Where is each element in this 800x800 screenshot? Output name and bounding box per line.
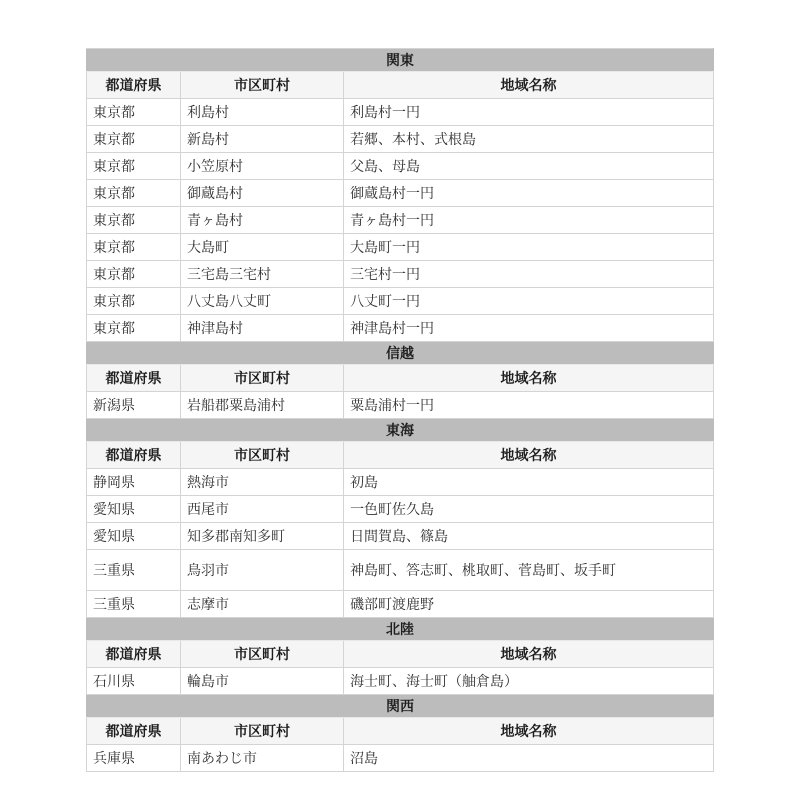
cell-pref: 三重県 bbox=[87, 591, 181, 618]
cell-area: 八丈町一円 bbox=[344, 288, 714, 315]
table-row bbox=[87, 234, 714, 261]
section-row bbox=[87, 695, 714, 718]
cell-pref: 東京都 bbox=[87, 234, 181, 261]
section-title: 北陸 bbox=[87, 618, 714, 641]
remote-island-regions-table bbox=[86, 48, 714, 772]
cell-area: 日間賀島、篠島 bbox=[344, 523, 714, 550]
column-header-area: 地域名称 bbox=[344, 72, 714, 99]
cell-area: 大島町一円 bbox=[344, 234, 714, 261]
cell-area: 粟島浦村一円 bbox=[344, 392, 714, 419]
table-row bbox=[87, 288, 714, 315]
column-header-pref: 都道府県 bbox=[87, 641, 181, 668]
cell-pref: 東京都 bbox=[87, 126, 181, 153]
table-row bbox=[87, 745, 714, 772]
section-title: 東海 bbox=[87, 419, 714, 442]
table-row bbox=[87, 550, 714, 591]
cell-pref: 東京都 bbox=[87, 207, 181, 234]
column-header-area: 地域名称 bbox=[344, 442, 714, 469]
column-header-pref: 都道府県 bbox=[87, 442, 181, 469]
table-row bbox=[87, 591, 714, 618]
cell-city: 知多郡南知多町 bbox=[181, 523, 344, 550]
cell-area: 利島村一円 bbox=[344, 99, 714, 126]
column-header-pref: 都道府県 bbox=[87, 365, 181, 392]
cell-pref: 東京都 bbox=[87, 261, 181, 288]
cell-pref: 愛知県 bbox=[87, 496, 181, 523]
cell-pref: 三重県 bbox=[87, 550, 181, 591]
column-header-area: 地域名称 bbox=[344, 718, 714, 745]
cell-city: 西尾市 bbox=[181, 496, 344, 523]
cell-pref: 新潟県 bbox=[87, 392, 181, 419]
section-title: 関西 bbox=[87, 695, 714, 718]
cell-city: 熱海市 bbox=[181, 469, 344, 496]
cell-area: 若郷、本村、式根島 bbox=[344, 126, 714, 153]
cell-city: 八丈島八丈町 bbox=[181, 288, 344, 315]
cell-pref: 東京都 bbox=[87, 99, 181, 126]
cell-area: 一色町佐久島 bbox=[344, 496, 714, 523]
table-row bbox=[87, 469, 714, 496]
table-row bbox=[87, 99, 714, 126]
column-header-row bbox=[87, 718, 714, 745]
cell-city: 御蔵島村 bbox=[181, 180, 344, 207]
cell-area: 父島、母島 bbox=[344, 153, 714, 180]
table-row bbox=[87, 180, 714, 207]
cell-pref: 東京都 bbox=[87, 153, 181, 180]
section-row bbox=[87, 618, 714, 641]
cell-city: 利島村 bbox=[181, 99, 344, 126]
table-row bbox=[87, 207, 714, 234]
table-row bbox=[87, 153, 714, 180]
column-header-pref: 都道府県 bbox=[87, 718, 181, 745]
cell-pref: 愛知県 bbox=[87, 523, 181, 550]
table-row bbox=[87, 523, 714, 550]
table-row bbox=[87, 261, 714, 288]
cell-area: 御蔵島村一円 bbox=[344, 180, 714, 207]
cell-city: 志摩市 bbox=[181, 591, 344, 618]
cell-area: 沼島 bbox=[344, 745, 714, 772]
section-row bbox=[87, 49, 714, 72]
cell-city: 神津島村 bbox=[181, 315, 344, 342]
column-header-area: 地域名称 bbox=[344, 365, 714, 392]
cell-area: 初島 bbox=[344, 469, 714, 496]
table-row bbox=[87, 126, 714, 153]
cell-area: 神津島村一円 bbox=[344, 315, 714, 342]
cell-area: 海士町、海士町（舳倉島） bbox=[344, 668, 714, 695]
cell-area: 磯部町渡鹿野 bbox=[344, 591, 714, 618]
cell-city: 輪島市 bbox=[181, 668, 344, 695]
cell-pref: 東京都 bbox=[87, 288, 181, 315]
column-header-row bbox=[87, 442, 714, 469]
cell-city: 青ヶ島村 bbox=[181, 207, 344, 234]
cell-area: 神島町、答志町、桃取町、菅島町、坂手町 bbox=[344, 550, 714, 591]
table-row bbox=[87, 392, 714, 419]
column-header-city: 市区町村 bbox=[181, 641, 344, 668]
table-row bbox=[87, 668, 714, 695]
cell-city: 小笠原村 bbox=[181, 153, 344, 180]
column-header-row bbox=[87, 641, 714, 668]
table-row bbox=[87, 315, 714, 342]
section-title: 信越 bbox=[87, 342, 714, 365]
table-body bbox=[87, 49, 714, 772]
section-row bbox=[87, 419, 714, 442]
cell-city: 鳥羽市 bbox=[181, 550, 344, 591]
section-title: 関東 bbox=[87, 49, 714, 72]
cell-city: 新島村 bbox=[181, 126, 344, 153]
column-header-city: 市区町村 bbox=[181, 442, 344, 469]
cell-pref: 石川県 bbox=[87, 668, 181, 695]
cell-area: 三宅村一円 bbox=[344, 261, 714, 288]
column-header-row bbox=[87, 72, 714, 99]
cell-pref: 東京都 bbox=[87, 315, 181, 342]
column-header-area: 地域名称 bbox=[344, 641, 714, 668]
cell-pref: 兵庫県 bbox=[87, 745, 181, 772]
table-row bbox=[87, 496, 714, 523]
column-header-city: 市区町村 bbox=[181, 365, 344, 392]
cell-city: 大島町 bbox=[181, 234, 344, 261]
column-header-city: 市区町村 bbox=[181, 718, 344, 745]
section-row bbox=[87, 342, 714, 365]
cell-pref: 静岡県 bbox=[87, 469, 181, 496]
cell-area: 青ヶ島村一円 bbox=[344, 207, 714, 234]
cell-pref: 東京都 bbox=[87, 180, 181, 207]
column-header-city: 市区町村 bbox=[181, 72, 344, 99]
column-header-pref: 都道府県 bbox=[87, 72, 181, 99]
cell-city: 南あわじ市 bbox=[181, 745, 344, 772]
cell-city: 三宅島三宅村 bbox=[181, 261, 344, 288]
cell-city: 岩船郡粟島浦村 bbox=[181, 392, 344, 419]
column-header-row bbox=[87, 365, 714, 392]
